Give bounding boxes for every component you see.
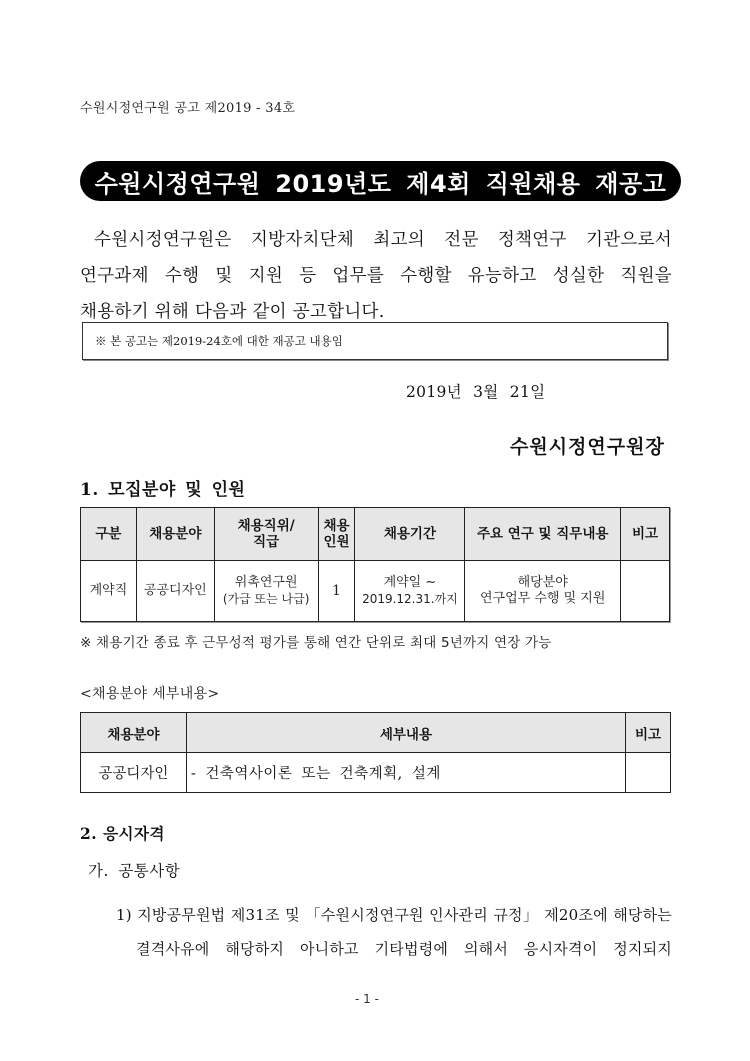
cell-field: 공공디자인 <box>136 561 214 622</box>
page-title-text: 수원시정연구원 2019년도 제4회 직원채용 재공고 <box>94 169 667 198</box>
announcement-date: 2019년 3월 21일 <box>406 383 546 401</box>
col-count: 채용 인원 <box>318 508 355 561</box>
cell-duty: 해당분야 연구업무 수행 및 지원 <box>465 561 621 622</box>
col-period: 채용기간 <box>355 508 465 561</box>
cell-content: - 건축역사이론 또는 건축계획, 설계 <box>186 753 625 793</box>
cell-note <box>626 753 671 793</box>
details-heading: <채용분야 세부내용> <box>80 686 220 702</box>
requirement-item-1 <box>116 898 672 966</box>
cell-note <box>621 561 670 622</box>
page-title <box>80 161 681 201</box>
signer: 수원시정연구원장 <box>510 436 665 458</box>
requirement-item-1-line-2: 결격사유에 해당하지 아니하고 기타법령에 의해서 응시자격이 정지되지 <box>136 940 672 958</box>
col-duty: 주요 연구 및 직무내용 <box>465 508 621 561</box>
cell-count: 1 <box>318 561 355 622</box>
requirement-item-1-line-1: 1) 지방공무원법 제31조 및 「수원시정연구원 인사관리 규정」 제20조에 해당하는 <box>116 906 672 924</box>
section-1-heading: 1. 모집분야 및 인원 <box>80 480 246 500</box>
section-2-heading: 2. 응시자격 <box>80 824 165 843</box>
cell-period: 계약일 ~ 2019.12.31.까지 <box>355 561 465 622</box>
table-header-row <box>81 508 670 561</box>
recruitment-table <box>80 507 670 622</box>
cell-type: 계약직 <box>81 561 137 622</box>
intro-paragraph <box>80 222 672 330</box>
field-details-table <box>80 712 671 793</box>
notice-text: ※ 본 공고는 제2019-24호에 대한 재공고 내용임 <box>95 334 343 348</box>
col-content: 세부내용 <box>186 713 625 753</box>
intro-line-3: 채용하기 위해 다음과 같이 공고합니다. <box>80 302 385 322</box>
col-note: 비고 <box>621 508 670 561</box>
col-field: 채용분야 <box>136 508 214 561</box>
table-header-row <box>81 713 671 753</box>
extension-footnote: ※ 채용기간 종료 후 근무성적 평가를 통해 연간 단위로 최대 5년까지 연장 가능 <box>80 635 552 651</box>
intro-line-1: 수원시정연구원은 지방자치단체 최고의 전문 정책연구 기관으로서 <box>94 230 672 250</box>
table-row <box>81 753 671 793</box>
cell-field: 공공디자인 <box>81 753 187 793</box>
col-position: 채용직위/ 직급 <box>214 508 318 561</box>
common-requirements-heading: 가. 공통사항 <box>88 862 181 880</box>
table-row <box>81 561 670 622</box>
page-number: - 1 - <box>355 992 379 1006</box>
col-field: 채용분야 <box>81 713 187 753</box>
intro-line-2: 연구과제 수행 및 지원 등 업무를 수행할 유능하고 성실한 직원을 <box>80 266 672 286</box>
reannouncement-notice-box <box>82 322 668 360</box>
col-type: 구분 <box>81 508 137 561</box>
col-note: 비고 <box>626 713 671 753</box>
document-number: 수원시정연구원 공고 제2019 - 34호 <box>80 101 296 116</box>
cell-position: 위촉연구원 (가급 또는 나급) <box>214 561 318 622</box>
